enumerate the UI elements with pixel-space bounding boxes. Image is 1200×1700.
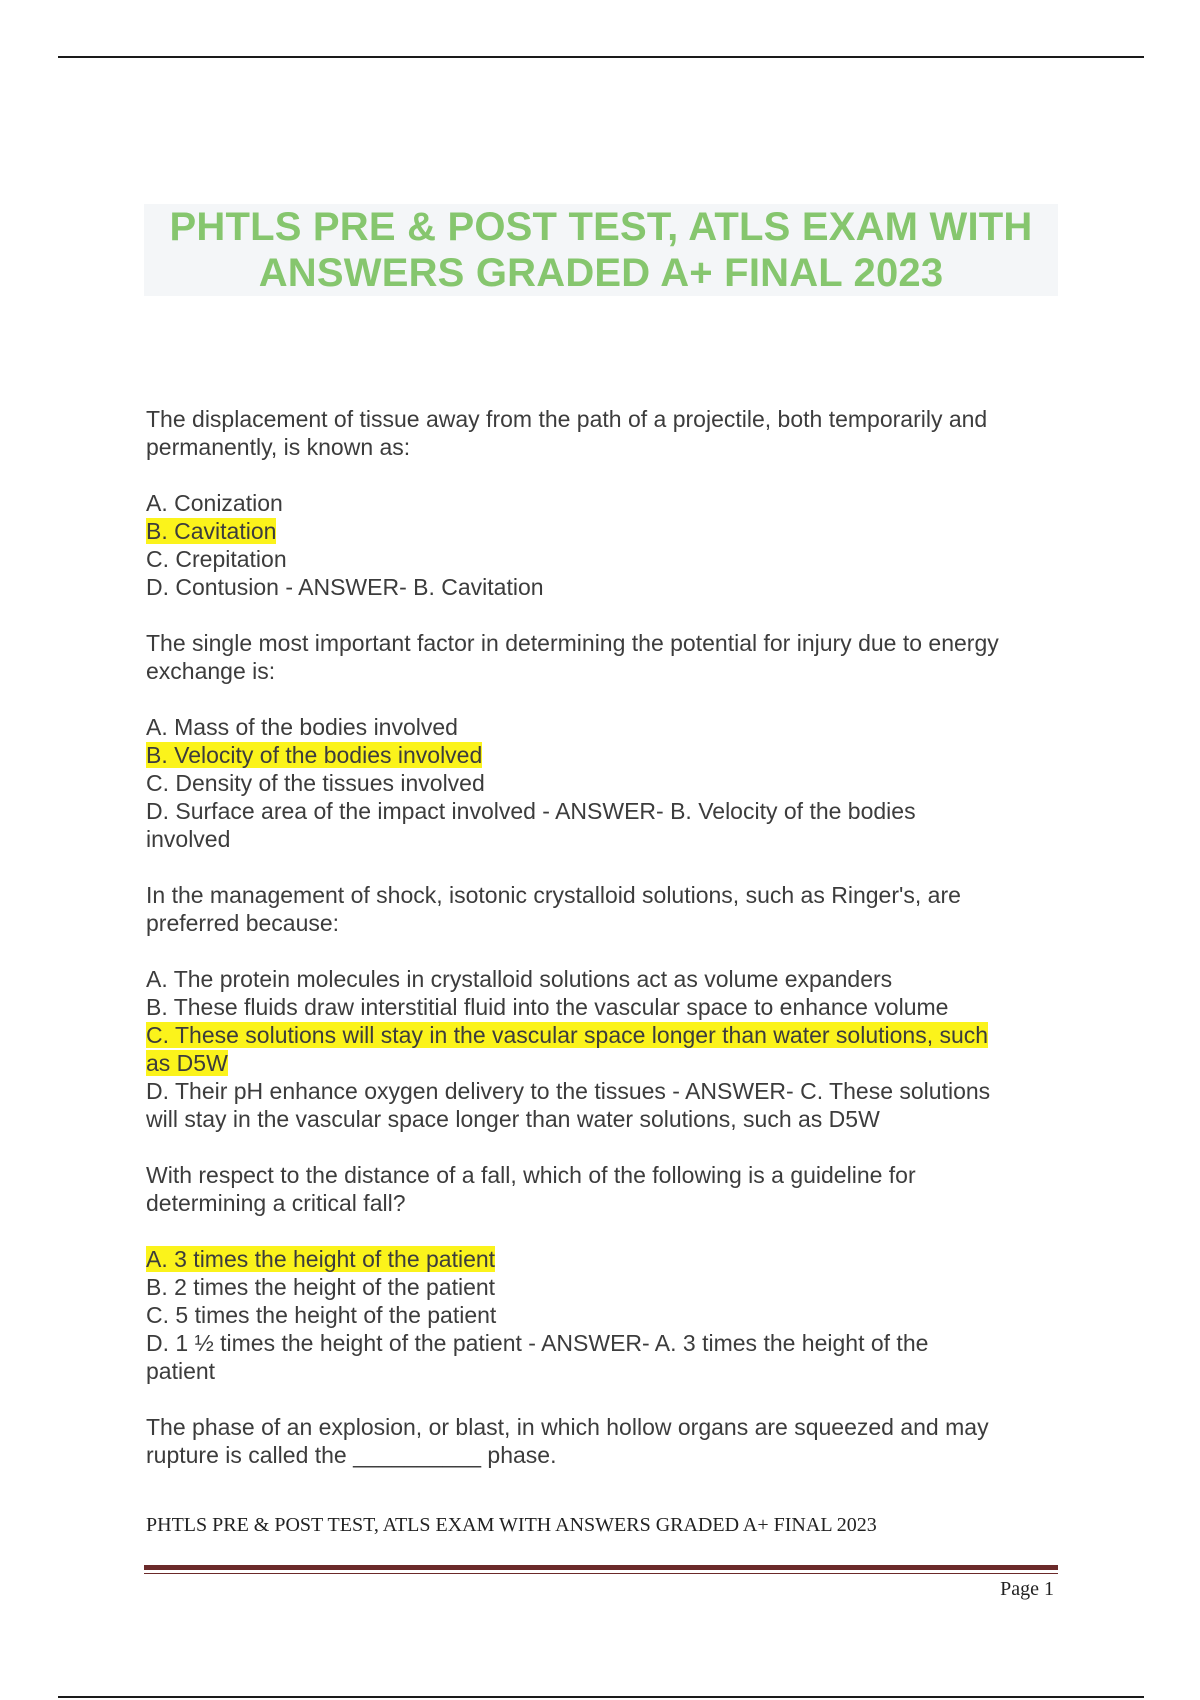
answer-option-text: C. Density of the tissues involved bbox=[146, 770, 485, 796]
page-number: Page 1 bbox=[1000, 1578, 1054, 1600]
question-stem-line: permanently, is known as: bbox=[146, 434, 411, 460]
title-line-2: ANSWERS GRADED A+ FINAL 2023 bbox=[258, 251, 944, 295]
answer-option bbox=[146, 1077, 1066, 1105]
question-stem-line: The displacement of tissue away from the path of a projectile, both temporarily and bbox=[146, 406, 988, 432]
answer-options bbox=[146, 1245, 1066, 1385]
answer-option-text: A. Mass of the bodies involved bbox=[146, 714, 458, 740]
answer-option-text: B. These fluids draw interstitial fluid into the vascular space to enhance volume bbox=[146, 994, 949, 1020]
question-stem bbox=[146, 1161, 1066, 1217]
answer-option bbox=[146, 1357, 1066, 1385]
answer-options bbox=[146, 965, 1066, 1133]
answer-option-text: will stay in the vascular space longer than water solutions, such as D5W bbox=[146, 1106, 880, 1132]
answer-option-text: D. Contusion - ANSWER- B. Cavitation bbox=[146, 574, 544, 600]
answer-option bbox=[146, 713, 1066, 741]
answer-option bbox=[146, 573, 1066, 601]
answer-option bbox=[146, 825, 1066, 853]
answer-option-text: C. These solutions will stay in the vascular space longer than water solutions, such bbox=[146, 1022, 989, 1048]
correct-answer-option bbox=[146, 1021, 1066, 1049]
answer-option-text: A. 3 times the height of the patient bbox=[146, 1246, 496, 1272]
answer-option-text: patient bbox=[146, 1358, 216, 1384]
answer-option-text: B. Cavitation bbox=[146, 518, 277, 544]
answer-option bbox=[146, 993, 1066, 1021]
answer-option bbox=[146, 1105, 1066, 1133]
answer-option-text: C. Crepitation bbox=[146, 546, 287, 572]
answer-option bbox=[146, 1301, 1066, 1329]
question-stem bbox=[146, 629, 1066, 685]
correct-answer-option bbox=[146, 741, 1066, 769]
answer-option bbox=[146, 545, 1066, 573]
question-stem-line: The phase of an explosion, or blast, in which hollow organs are squeezed and may bbox=[146, 1414, 989, 1440]
question-stem-line: determining a critical fall? bbox=[146, 1190, 406, 1216]
answer-option-text: D. 1 ½ times the height of the patient - ANSWER- A. 3 times the height of the bbox=[146, 1330, 929, 1356]
answer-option bbox=[146, 1273, 1066, 1301]
answer-options bbox=[146, 713, 1066, 853]
answer-option-text: B. Velocity of the bodies involved bbox=[146, 742, 483, 768]
question-stem bbox=[146, 1413, 1066, 1469]
question-stem bbox=[146, 405, 1066, 461]
question-stem-line: The single most important factor in determining the potential for injury due to energy bbox=[146, 630, 999, 656]
answer-option-text: involved bbox=[146, 826, 231, 852]
answer-option bbox=[146, 1329, 1066, 1357]
title-line-1: PHTLS PRE & POST TEST, ATLS EXAM WITH bbox=[169, 205, 1033, 249]
answer-options bbox=[146, 489, 1066, 601]
footer-document-title: PHTLS PRE & POST TEST, ATLS EXAM WITH ANSWERS GRADED A+ FINAL 2023 bbox=[146, 1514, 877, 1536]
answer-option bbox=[146, 965, 1066, 993]
footer-rule-thin bbox=[144, 1573, 1058, 1574]
correct-answer-option bbox=[146, 1245, 1066, 1273]
footer-rule bbox=[144, 1565, 1058, 1570]
question-stem bbox=[146, 881, 1066, 937]
question-stem-line: preferred because: bbox=[146, 910, 340, 936]
answer-option-text: D. Their pH enhance oxygen delivery to the tissues - ANSWER- C. These solutions bbox=[146, 1078, 991, 1104]
answer-option bbox=[146, 797, 1066, 825]
answer-option-text: A. The protein molecules in crystalloid solutions act as volume expanders bbox=[146, 966, 893, 992]
answer-option-text: C. 5 times the height of the patient bbox=[146, 1302, 497, 1328]
answer-option bbox=[146, 489, 1066, 517]
answer-option-text: D. Surface area of the impact involved - ANSWER- B. Velocity of the bodies bbox=[146, 798, 916, 824]
answer-option-text: B. 2 times the height of the patient bbox=[146, 1274, 496, 1300]
question-stem-line: With respect to the distance of a fall, which of the following is a guideline for bbox=[146, 1162, 916, 1188]
document-title bbox=[144, 204, 1058, 296]
question-stem-line: rupture is called the __________ phase. bbox=[146, 1442, 557, 1468]
answer-option-text: as D5W bbox=[146, 1050, 228, 1076]
top-page-rule bbox=[58, 56, 1144, 58]
answer-option bbox=[146, 769, 1066, 797]
correct-answer-option bbox=[146, 517, 1066, 545]
question-stem-line: exchange is: bbox=[146, 658, 276, 684]
bottom-page-rule bbox=[58, 1696, 1144, 1698]
answer-option-text: A. Conization bbox=[146, 490, 283, 516]
question-stem-line: In the management of shock, isotonic crystalloid solutions, such as Ringer's, are bbox=[146, 882, 961, 908]
question-list bbox=[146, 405, 1066, 1497]
correct-answer-option bbox=[146, 1049, 1066, 1077]
